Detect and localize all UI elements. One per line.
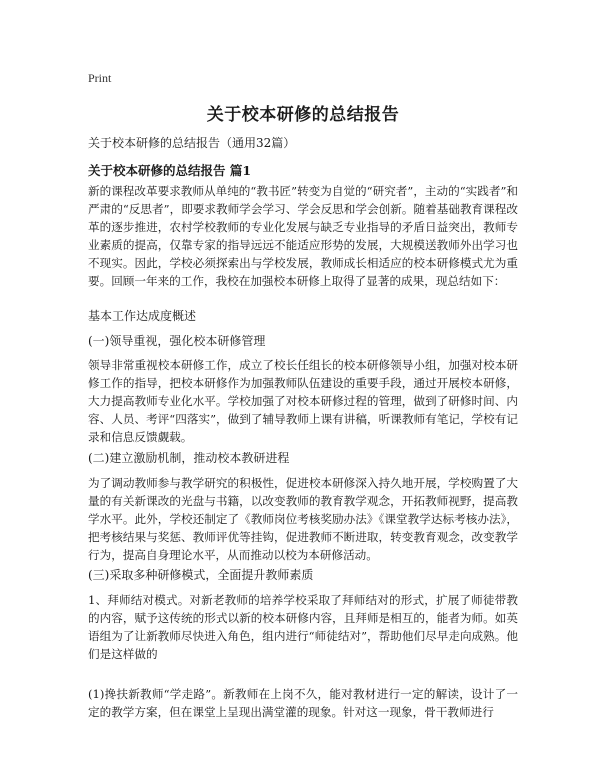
section-title: 关于校本研修的总结报告 篇1 (88, 163, 252, 178)
heading-overview: 基本工作达成度概述 (88, 309, 197, 323)
heading-leadership: (一)领导重视，强化校本研修管理 (88, 334, 266, 348)
document-title: 关于校本研修的总结报告 (206, 105, 400, 125)
paragraph-intro: 新的课程改革要求教师从单纯的“教书匠”转变为自觉的“研究者”，主动的“实践者”和严肃的“反思者”，即要求教师学会学习、学会反思和学会创新。随着基础教育课程改革的逐步推进，农村学校教师的专业化发展与缺乏专业指导的矛盾日益突出，教师专业素质的提高，仅靠专家的指导远远不能适应形势的发展，大规模送教师外出学习也不现实。因此，学校必须探索出与学校发展，教师成长相适应的校本研修模式尤为重要。回顾一年来的工作，我校在加强校本研修上取得了显著的成果，现总结如下： (88, 184, 518, 288)
paragraph-new-teacher: (1)搀扶新教师“学走路”。新教师在上岗不久，能对教材进行一定的解读，设计了一定的教学方案，但在课堂上呈现出满堂灌的现象。针对这一现象，骨干教师进行 (88, 687, 518, 719)
paragraph-incentive: 为了调动教师参与教学研究的积极性，促进校本研修深入持久地开展，学校购置了大量的有关新课改的光盘与书籍，以改变教师的教育教学观念，开拓教师视野，提高教学水平。此外，学校还制定了《教师岗位考核奖励办法》《课堂教学达标考核办法》，把考核结果与奖惩、教师评优等挂钩，促进教师不断进取，转变教育观念，改变教学行为，提高自身理论水平，从而推动以校为本研修活动。 (88, 476, 518, 562)
print-link[interactable]: Print (88, 71, 112, 85)
paragraph-mentoring: 1、拜师结对模式。对新老教师的培养学校采取了拜师结对的形式，扩展了师徒带教的内容，赋予这传统的形式以新的校本研修内容，且拜师是相互的，能者为师。如英语组为了让新教师尽快进入角色，组内进行“师徒结对”，帮助他们尽早走向成熟。他们是这样做的 (88, 593, 518, 661)
heading-incentive: (二)建立激励机制，推动校本教研进程 (88, 451, 290, 465)
heading-modes: (三)采取多种研修模式，全面提升教师素质 (88, 568, 314, 582)
document-subtitle: 关于校本研修的总结报告（通用32篇） (88, 136, 296, 150)
paragraph-leadership: 领导非常重视校本研修工作，成立了校长任组长的校本研修领导小组，加强对校本研修工作的指导，把校本研修作为加强教师队伍建设的重要手段，通过开展校本研修，大力提高教师专业化水平。学校加强了对校本研修过程的管理，做到了研修时间、内容、人员、考评“四落实”，做到了辅导教师上课有讲稿，听课教师有笔记，学校有记录和信息反馈觑载。 (88, 358, 518, 444)
